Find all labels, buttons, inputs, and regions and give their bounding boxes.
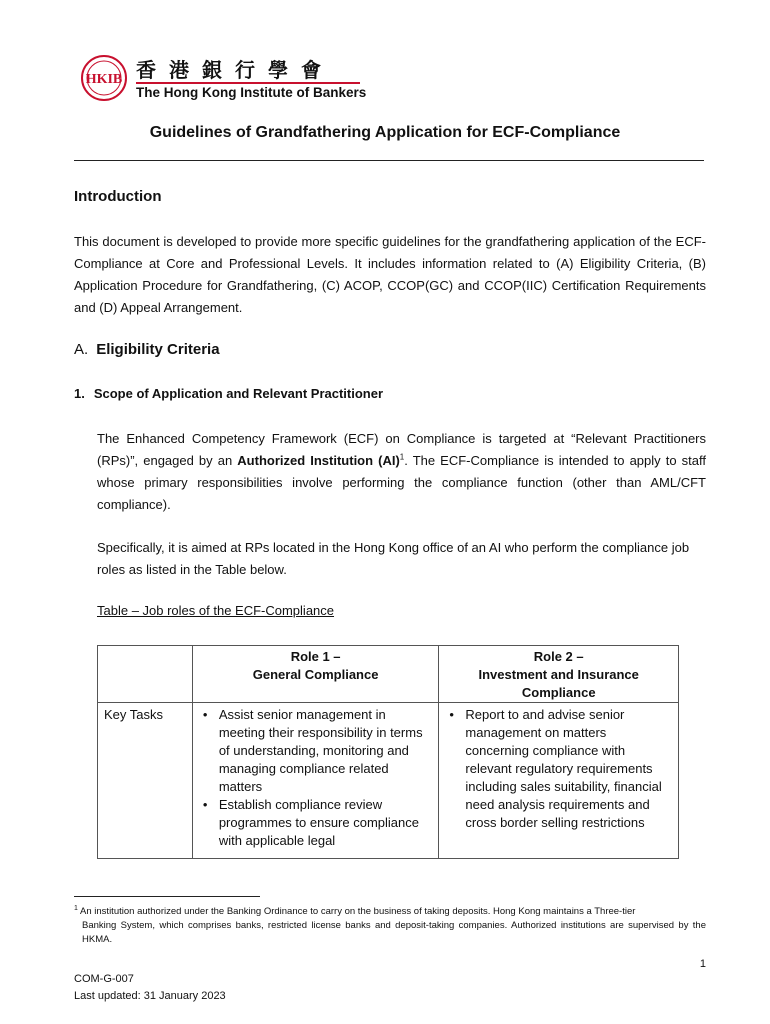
- subsection-1-title: Scope of Application and Relevant Practitioner: [93, 386, 384, 401]
- list-item: • Establish compliance review programmes to ensure compliance with applicable legal: [199, 796, 433, 850]
- table-caption: Table – Job roles of the ECF-Compliance: [97, 603, 335, 618]
- role1-key-tasks: [192, 703, 439, 859]
- institute-name-en: The Hong Kong Institute of Bankers: [136, 85, 367, 100]
- document-code: COM-G-007: [74, 973, 134, 985]
- ecf-scope-paragraph: [97, 428, 706, 516]
- footnote-divider: [74, 896, 260, 897]
- section-a-letter: A.: [74, 341, 89, 358]
- job-roles-table: [97, 645, 679, 859]
- ecf-target-paragraph: Specifically, it is aimed at RPs located in the Hong Kong office of an AI who perform the compliance job roles as listed in the Table below.: [97, 540, 690, 577]
- section-a-heading: [74, 341, 220, 358]
- page-number: 1: [699, 958, 706, 970]
- list-item: • Assist senior management in meeting their responsibility in terms of understanding, monitoring and managing compliance related matters: [199, 706, 433, 796]
- footnote: [74, 905, 706, 947]
- last-updated: Last updated: 31 January 2023: [74, 990, 226, 1002]
- logo-lettering: HKIB: [85, 72, 123, 87]
- document-title: Guidelines of Grandfathering Application for ECF-Compliance: [149, 124, 621, 141]
- ecf-text-part2: . The ECF-Compliance is intended to apply to staff whose primary responsibilities involve performing the compliance function (other than AML/CFT compliance).: [97, 453, 706, 512]
- footnote-text-line1: An institution authorized under the Banking Ordinance to carry on the business of taking deposits. Hong Kong maintains a Three-tier: [80, 906, 636, 917]
- role1-title-line2: General Compliance: [252, 667, 379, 682]
- role2-title-line1: Role 2 –: [533, 649, 584, 664]
- table-header-row: [98, 646, 679, 703]
- title-underline: [74, 160, 704, 161]
- subsection-1-number: 1.: [74, 386, 85, 401]
- footnote-marker: 1: [74, 904, 78, 912]
- row-label-key-tasks: Key Tasks: [98, 703, 193, 859]
- institute-logo: [80, 52, 370, 104]
- section-a-title: Eligibility Criteria: [96, 341, 220, 358]
- footnote-text-rest: Banking System, which comprises banks, restricted license banks and deposit-taking companies. Authorized institutions are supervised by the HKMA.: [82, 920, 706, 945]
- footnote-reference[interactable]: 1: [399, 452, 405, 462]
- role2-title-line2: Investment and Insurance Compliance: [478, 667, 639, 700]
- logo-divider: [136, 82, 360, 84]
- table-header-empty: [98, 646, 193, 703]
- table-header-role2: [439, 646, 679, 703]
- role2-key-tasks: [439, 703, 679, 859]
- institute-name-zh: 香港銀行學會: [136, 58, 334, 82]
- table-header-role1: [192, 646, 439, 703]
- introduction-heading: Introduction: [74, 188, 162, 205]
- list-item: • Report to and advise senior management on matters concerning compliance with relevant regulatory requirements including sales suitability, financial need analysis requirements and cross border selling restrictions: [445, 706, 672, 832]
- ecf-text-part1: The Enhanced Competency Framework (ECF) on Compliance is targeted at “Relevant Practitioners (RPs)”, engaged by an: [97, 431, 706, 468]
- table-row: [98, 703, 679, 859]
- subsection-1-heading: [74, 386, 383, 401]
- role1-title-line1: Role 1 –: [290, 649, 341, 664]
- hkib-logo-icon: [80, 54, 128, 102]
- authorized-institution-term: Authorized Institution (AI): [237, 453, 400, 468]
- introduction-paragraph: This document is developed to provide more specific guidelines for the grandfathering application of the ECF-Compliance at Core and Professional Levels. It includes information related to (A) Eligibility Criteria, (B) Application Procedure for Grandfathering, (C) ACOP, CCOP(GC) and CCOP(IIC) Certification Requirements and (D) Appeal Arrangement.: [74, 234, 706, 315]
